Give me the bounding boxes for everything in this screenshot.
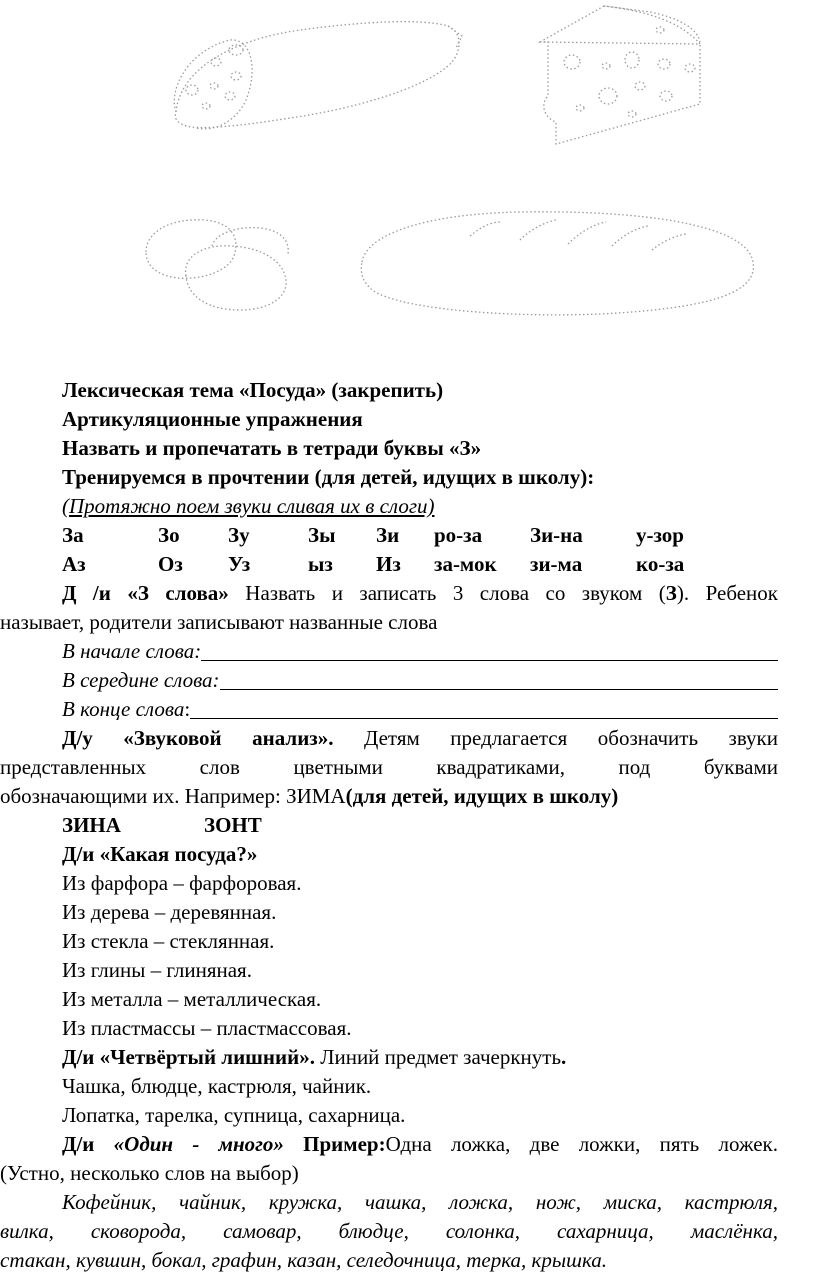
game-words-text: Назвать и записать 3 слова со звуком ( (228, 581, 666, 605)
write-line[interactable] (220, 689, 778, 690)
syllable: Аз (62, 552, 86, 576)
one-many-words-3: стакан, кувшин, бокал, графин, казан, селедочница, терка, крышка. (0, 1248, 607, 1272)
instruction-line: (Протяжно поем звуки сливая их в слоги) (62, 494, 435, 518)
reading-line: Тренируемся в прочтении (для детей, идущих в школу): (62, 465, 595, 489)
game-words-title: Д /и «З слова» (62, 581, 229, 605)
sound-analysis-line-3 (0, 782, 778, 811)
list-item: Чашка, блюдце, кастрюля, чайник. (62, 1074, 372, 1098)
syllable: Уз (228, 552, 251, 576)
write-line[interactable] (190, 718, 778, 719)
game-words-line-1 (62, 579, 778, 608)
write-line[interactable] (201, 660, 778, 661)
fourth-title: Д/и «Четвёртый лишний». (62, 1045, 315, 1069)
eggs-drawing (146, 220, 288, 310)
fourth-text: Линий предмет зачеркнуть (314, 1045, 562, 1069)
analysis-word: ЗОНТ (204, 813, 262, 837)
one-many-title-b: «Один - много» (113, 1132, 284, 1156)
syllable: зи-ма (530, 552, 583, 576)
analysis-word: ЗИНА (62, 813, 121, 837)
start-of-word-field[interactable] (62, 637, 778, 666)
end-label: В конце слова (62, 697, 185, 721)
list-item: Из фарфора – фарфоровая. (62, 871, 302, 895)
syllable: Зи (376, 523, 400, 547)
syllable: Зи-на (530, 523, 583, 547)
sound-analysis-line-1 (62, 724, 778, 753)
end-of-word-field[interactable] (62, 695, 778, 724)
list-item: Лопатка, тарелка, супница, сахарница. (62, 1103, 406, 1127)
syllable: ро-за (434, 523, 483, 547)
syllable: у-зор (636, 523, 684, 547)
sound-analysis-example: обозначающими их. Например: ЗИМА (0, 784, 346, 808)
sound-analysis-note: (для детей, идущих в школу) (345, 784, 619, 808)
tracing-pictures (0, 0, 816, 360)
one-many-words-2: вилка, сковорода, самовар, блюдце, солонка, сахарница, маслёнка, (0, 1219, 778, 1243)
start-label: В начале слова: (62, 639, 202, 663)
game-words-letter: З (665, 581, 677, 605)
bread-drawing (361, 212, 753, 315)
middle-label: В середине слова: (62, 668, 220, 692)
cheese-drawing (540, 6, 700, 144)
one-many-line (62, 1130, 778, 1159)
articulation-line: Артикуляционные упражнения (62, 407, 363, 431)
syllables-row-2 (62, 550, 778, 579)
list-item: Из дерева – деревянная. (62, 900, 277, 924)
example-label: Пример: (283, 1132, 386, 1156)
dishes-title: Д/и «Какая посуда?» (62, 842, 258, 866)
syllable: ко-за (636, 552, 685, 576)
list-item: Из глины – глиняная. (62, 958, 252, 982)
topic-line: Лексическая тема «Посуда» (закрепить) (62, 378, 444, 402)
syllables-row-1 (62, 521, 778, 550)
analysis-words (62, 811, 778, 840)
syllable: ыз (308, 552, 333, 576)
list-item: Из металла – металлическая. (62, 987, 322, 1011)
game-words-line-2: называет, родители записывают названные слова (0, 610, 438, 634)
sound-analysis-text: Детям предлагается обозначить звуки (333, 726, 778, 750)
syllable: Зы (308, 523, 336, 547)
sausage-drawing (174, 22, 462, 129)
syllable: Зу (228, 523, 250, 547)
food-tracing-drawings (0, 0, 816, 360)
sound-analysis-line-2: представленных слов цветными квадратиками, под буквами (0, 755, 778, 779)
syllable: за-мок (434, 552, 497, 576)
one-many-words-1: Кофейник, чайник, кружка, чашка, ложка, нож, миска, кастрюля, (62, 1190, 778, 1214)
fourth-dot: . (561, 1045, 567, 1069)
list-item: Из пластмассы – пластмассовая. (62, 1016, 352, 1040)
game-words-text-2: ). Ребенок (676, 581, 778, 605)
syllable: Зо (158, 523, 180, 547)
sound-analysis-title: Д/у «Звуковой анализ». (62, 726, 334, 750)
end-colon: : (184, 697, 191, 721)
example-text: Одна ложка, две ложки, пять ложек. (385, 1132, 778, 1156)
syllable: За (62, 523, 84, 547)
syllable: Из (376, 552, 401, 576)
fourth-line (62, 1043, 778, 1072)
middle-of-word-field[interactable] (62, 666, 778, 695)
one-many-title-a: Д/и (62, 1132, 114, 1156)
one-many-note: (Устно, несколько слов на выбор) (0, 1161, 299, 1185)
syllable: Оз (158, 552, 183, 576)
worksheet-text (0, 376, 778, 1275)
letters-line: Назвать и пропечатать в тетради буквы «З» (62, 436, 482, 460)
list-item: Из стекла – стеклянная. (62, 929, 275, 953)
